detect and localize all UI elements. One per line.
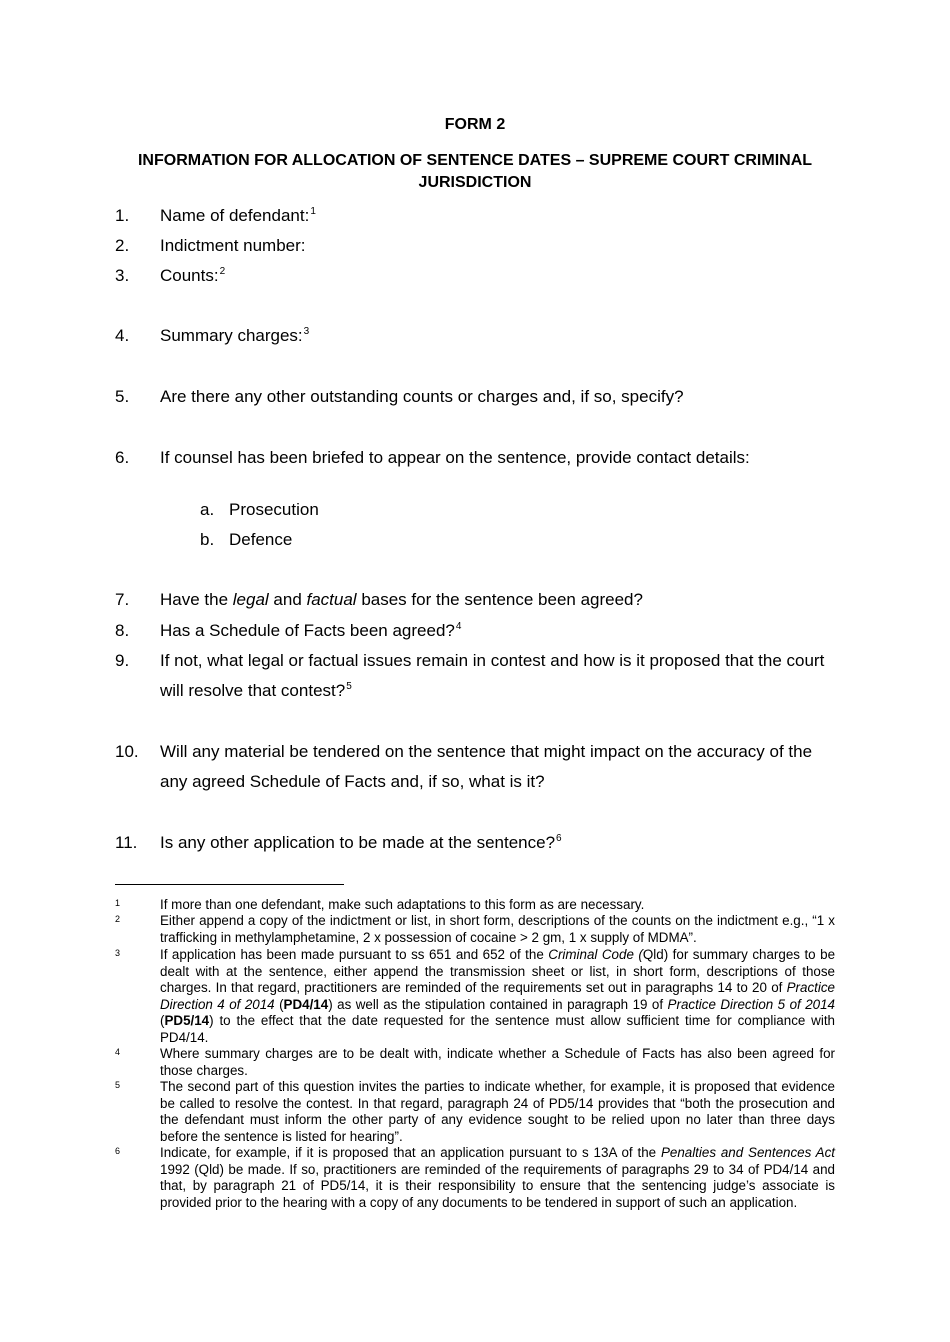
item-text: Counts: (160, 266, 219, 285)
subitem-text: Defence (229, 530, 293, 549)
item-number: 3. (115, 266, 130, 285)
item-text: Indictment number: (160, 236, 306, 255)
subitem-label: b. (200, 530, 215, 549)
item-number: 6. (115, 448, 130, 467)
item-number: 5. (115, 387, 130, 406)
item-number: 8. (115, 621, 130, 640)
footnote-text: If application has been made pursuant to ss 651 and 652 of the Criminal Code (Qld) for summary charges to be dealt with at the sentence, either append the transmission sheet or list, in short form, descriptions of those charges. In that regard, practitioners are reminded of the requirements set out in paragraphs 14 to 20 of Practice Direction 4 of 2014 (PD4/14) as well as the stipulation contained in paragraph 19 of Practice Direction 5 of 2014 (PD5/14) to the effect that the date requested for the sentence must allow sufficient time for compliance with PD4/14. (160, 947, 836, 1045)
item-number: 10. (115, 742, 139, 761)
footnote-separator (115, 884, 344, 885)
footnote-number: 4 (115, 1047, 121, 1057)
footnote-ref: 5 (346, 681, 352, 692)
footnote-ref: 6 (556, 833, 562, 844)
footnote-ref: 1 (310, 206, 316, 217)
footnote-ref: 3 (303, 326, 310, 337)
footnote-ref: 4 (455, 621, 462, 632)
footnote-text: Either append a copy of the indictment or list, in short form, descriptions of the counts on the indictment e.g., “1 x trafficking in methylamphetamine, 2 x possession of cocaine > 2 gm, 1 x supply of MDMA”. (160, 913, 835, 945)
item-text: Name of defendant: (160, 206, 310, 225)
item-number: 9. (115, 651, 130, 670)
footnote-number: 5 (115, 1080, 121, 1090)
footnote-number: 6 (115, 1146, 121, 1156)
footnote-number: 1 (115, 898, 121, 908)
subitem-text: Prosecution (229, 500, 319, 519)
subitem-defence (200, 525, 292, 555)
footnote-ref: 2 (219, 266, 226, 277)
item-number: 4. (115, 326, 130, 345)
footnote-number: 3 (115, 948, 121, 958)
main-title: INFORMATION FOR ALLOCATION OF SENTENCE DATES – SUPREME COURT CRIMINAL JURISDICTION (137, 152, 813, 191)
item-number: 7. (115, 590, 130, 609)
subitem-label: a. (200, 500, 215, 519)
footnote-text: Indicate, for example, if it is proposed that an application pursuant to s 13A of the Penalties and Sentences Act 1992 (Qld) be made. If so, practitioners are reminded of the requirements of paragraphs 29 to 34 of PD4/14 and that, by paragraph 21 of PD5/14, it is their responsibility to ensure that the sentencing judge’s associate is provided prior to the hearing with a copy of any documents to be tendered in support of such an application. (160, 1145, 835, 1210)
footnote-number: 2 (115, 914, 121, 924)
form-title: FORM 2 (444, 116, 506, 133)
item-number: 11. (115, 833, 138, 852)
item-text: Are there any other outstanding counts or charges and, if so, specify? (160, 387, 684, 406)
item-text: If not, what legal or factual issues remain in contest and how is it proposed that the court will resolve that contest? (160, 651, 825, 700)
item-number: 1. (115, 206, 130, 225)
item-text: If counsel has been briefed to appear on the sentence, provide contact details: (160, 448, 750, 467)
footnote-text: Where summary charges are to be dealt with, indicate whether a Schedule of Facts has also been agreed for those charges. (160, 1046, 835, 1078)
subitem-prosecution (200, 495, 319, 525)
item-text: Have the legal and factual bases for the sentence been agreed? (160, 590, 643, 609)
item-text: Has a Schedule of Facts been agreed? (160, 621, 455, 640)
item-text: Will any material be tendered on the sentence that might impact on the accuracy of the any agreed Schedule of Facts and, if so, what is it? (160, 742, 813, 791)
item-text: Summary charges: (160, 326, 303, 345)
item-text: Is any other application to be made at the sentence? (160, 833, 556, 852)
footnote-text: If more than one defendant, make such adaptations to this form as are necessary. (160, 897, 645, 912)
footnote-text: The second part of this question invites the parties to indicate whether, for example, it is proposed that evidence be called to resolve the contest. In that regard, paragraph 24 of PD5/14 provides that “both the prosecution and the defendant must inform the other party of any evidence sought to be relied upon no later than three days before the sentence is listed for hearing”. (160, 1079, 835, 1144)
item-number: 2. (115, 236, 130, 255)
